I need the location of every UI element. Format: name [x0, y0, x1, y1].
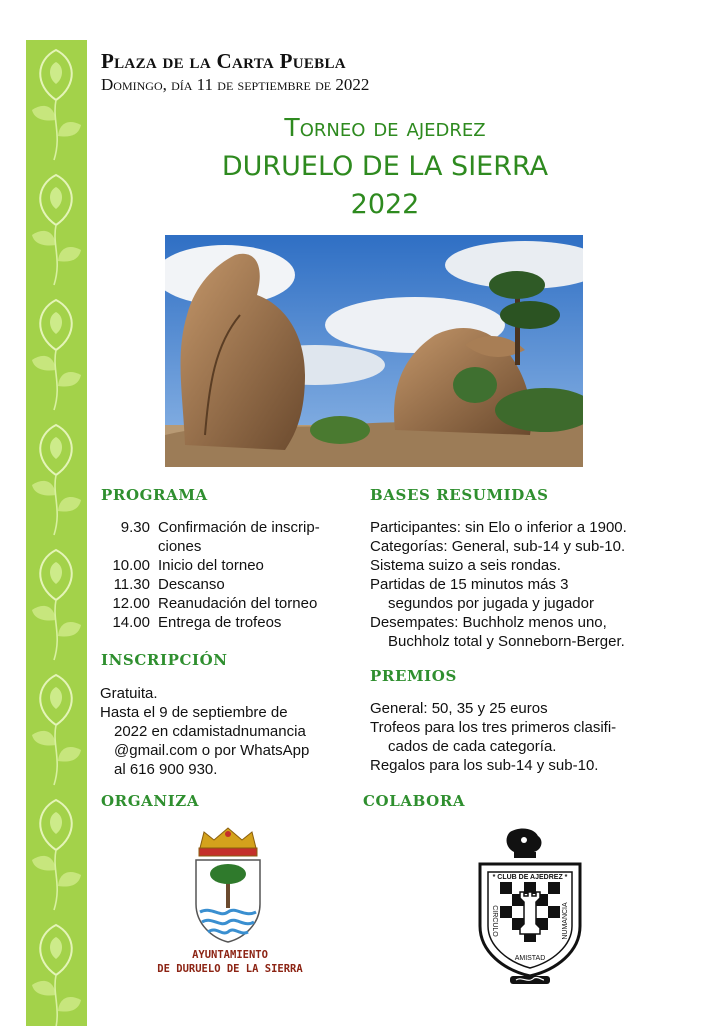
schedule-description: Descanso [158, 576, 225, 593]
club-name-top: * CLUB DE AJEDREZ * [492, 874, 568, 881]
list-item [100, 613, 360, 632]
organizer-line: DE DURUELO DE LA SIERRA [157, 963, 303, 975]
club-name-right: NUMANCIA [562, 902, 569, 940]
tournament-location: DURUELO DE LA SIERRA [221, 151, 549, 182]
bases-line: Categorías: General, sub-14 y sub-10. [370, 538, 626, 555]
premios-line: General: 50, 35 y 25 euros [370, 700, 548, 717]
colabora-heading: COLABORA [363, 792, 466, 810]
leaf-pattern [26, 40, 87, 1026]
list-item [100, 518, 360, 537]
bases-heading: BASES RESUMIDAS [370, 486, 549, 504]
bases-line: segundos por jugada y jugador [388, 595, 594, 612]
event-date: Domingo, día 11 de septiembre de 2022 [101, 75, 370, 94]
programa-heading: PROGRAMA [101, 486, 208, 504]
premios-line: Trofeos para los tres primeros clasifi- [370, 719, 617, 736]
venue-title: Plaza de la Carta Puebla [101, 49, 346, 73]
list-item [100, 575, 360, 594]
premios-line: cados de cada categoría. [388, 738, 557, 755]
tournament-title: Torneo de ajedrez [284, 113, 486, 142]
organizer-name [150, 948, 310, 976]
club-name-left: CIRCULO [491, 905, 498, 937]
inscripcion-line: 2022 en cdamistadnumancia [114, 723, 306, 740]
schedule-time: 10.00 [112, 557, 150, 574]
list-item [100, 594, 360, 613]
bases-text [370, 518, 690, 651]
landscape-photo [165, 235, 583, 467]
schedule-time: 9.30 [120, 519, 150, 536]
club-name-bottom: AMISTAD [514, 955, 546, 962]
inscripcion-text [100, 684, 360, 779]
tournament-year: 2022 [350, 189, 420, 220]
premios-heading: PREMIOS [370, 667, 457, 685]
schedule-time: 12.00 [112, 595, 150, 612]
inscripcion-line: @gmail.com o por WhatsApp [114, 742, 310, 759]
schedule-time: 11.30 [113, 576, 150, 593]
inscripcion-line: Gratuita. [100, 685, 158, 702]
bases-line: Sistema suizo a seis rondas. [370, 557, 561, 574]
organizer-line: AYUNTAMIENTO [192, 949, 268, 961]
schedule-description: Entrega de trofeos [158, 614, 282, 631]
schedule-time: 14.00 [112, 614, 150, 631]
premios-text [370, 699, 690, 775]
chess-club-logo [470, 826, 590, 986]
programa-list [100, 518, 360, 632]
inscripcion-line: Hasta el 9 de septiembre de [100, 704, 288, 721]
inscripcion-heading: INSCRIPCIÓN [101, 651, 228, 669]
schedule-description-continued: ciones [158, 538, 202, 555]
list-item [100, 556, 360, 575]
premios-line: Regalos para los sub-14 y sub-10. [370, 757, 599, 774]
schedule-description: Inicio del torneo [158, 557, 264, 574]
decorative-side-strip [26, 40, 87, 1026]
bases-line: Partidas de 15 minutos más 3 [370, 576, 569, 593]
bases-line: Participantes: sin Elo o inferior a 1900. [370, 519, 627, 536]
bases-line: Buchholz total y Sonneborn-Berger. [388, 633, 625, 650]
schedule-description: Confirmación de inscrip- [158, 519, 320, 536]
bases-line: Desempates: Buchholz menos uno, [370, 614, 607, 631]
list-item [100, 537, 360, 556]
organiza-heading: ORGANIZA [101, 792, 200, 810]
town-coat-of-arms [190, 826, 266, 944]
inscripcion-line: al 616 900 930. [114, 761, 218, 778]
schedule-description: Reanudación del torneo [158, 595, 318, 612]
